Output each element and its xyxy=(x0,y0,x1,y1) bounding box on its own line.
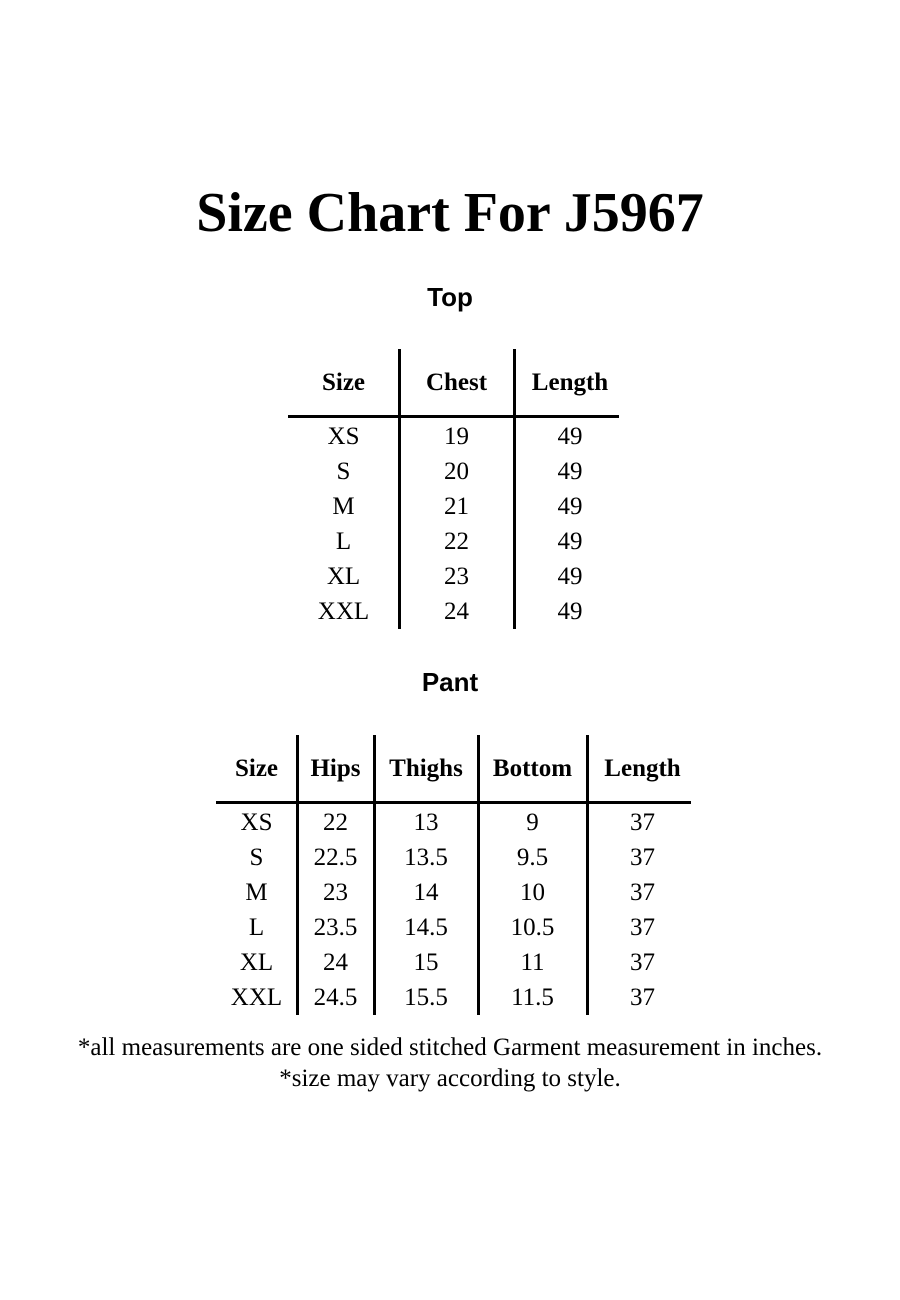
pant-header-bottom: Bottom xyxy=(492,755,573,782)
pant-column-divider xyxy=(586,735,589,1015)
top-column-divider xyxy=(398,349,401,629)
pant-cell-bottom: 10.5 xyxy=(510,914,555,941)
top-header-length: Length xyxy=(531,369,609,396)
pant-cell-bottom: 9.5 xyxy=(516,844,549,871)
pant-cell-thighs: 14 xyxy=(413,879,439,906)
pant-cell-bottom: 9 xyxy=(526,809,539,836)
top-cell-size: M xyxy=(332,493,355,520)
pant-cell-size: XL xyxy=(239,949,274,976)
pant-cell-size: L xyxy=(248,914,265,941)
pant-cell-length: 37 xyxy=(630,949,655,976)
pant-cell-hips: 24.5 xyxy=(313,984,358,1011)
top-cell-chest: 22 xyxy=(444,528,469,555)
top-cell-chest: 24 xyxy=(444,598,469,625)
top-cell-chest: 21 xyxy=(444,493,469,520)
pant-cell-bottom: 10 xyxy=(520,879,545,906)
top-cell-size: XXL xyxy=(317,598,370,625)
top-cell-size: L xyxy=(335,528,352,555)
pant-cell-size: XS xyxy=(240,809,273,836)
top-cell-size: XL xyxy=(326,563,361,590)
pant-cell-length: 37 xyxy=(630,844,655,871)
top-cell-size: S xyxy=(336,458,351,485)
pant-cell-bottom: 11.5 xyxy=(511,984,554,1011)
pant-column-divider xyxy=(296,735,299,1015)
pant-cell-length: 37 xyxy=(630,914,655,941)
pant-cell-thighs: 13 xyxy=(413,809,439,836)
pant-table-title: Pant xyxy=(421,667,479,697)
top-cell-chest: 19 xyxy=(444,423,469,450)
pant-cell-hips: 22.5 xyxy=(313,844,358,871)
top-cell-length: 49 xyxy=(557,458,583,485)
top-cell-length: 49 xyxy=(557,528,583,555)
pant-cell-thighs: 15 xyxy=(413,949,439,976)
pant-cell-thighs: 15.5 xyxy=(404,984,448,1011)
top-header-size: Size xyxy=(321,369,366,396)
pant-cell-size: M xyxy=(245,879,268,906)
top-table-title: Top xyxy=(427,282,473,312)
pant-column-divider xyxy=(373,735,376,1015)
top-header-divider xyxy=(288,415,619,418)
pant-cell-hips: 23 xyxy=(323,879,348,906)
style-note: *size may vary according to style. xyxy=(279,1065,621,1092)
top-cell-chest: 20 xyxy=(444,458,469,485)
top-cell-chest: 23 xyxy=(444,563,469,590)
pant-cell-bottom: 11 xyxy=(520,949,545,976)
pant-cell-length: 37 xyxy=(630,984,655,1011)
pant-column-divider xyxy=(477,735,480,1015)
top-header-chest: Chest xyxy=(425,369,488,396)
pant-cell-size: XXL xyxy=(230,984,283,1011)
measurement-note: *all measurements are one sided stitched Garment measurement in inches. xyxy=(77,1034,823,1061)
pant-header-length: Length xyxy=(604,755,681,782)
top-cell-length: 49 xyxy=(557,423,583,450)
pant-cell-size: S xyxy=(249,844,264,871)
pant-cell-length: 37 xyxy=(630,809,655,836)
top-cell-length: 49 xyxy=(557,493,583,520)
pant-cell-hips: 23.5 xyxy=(313,914,358,941)
pant-header-hips: Hips xyxy=(310,755,361,782)
pant-cell-hips: 24 xyxy=(323,949,348,976)
pant-header-thighs: Thighs xyxy=(389,755,463,782)
pant-cell-hips: 22 xyxy=(323,809,348,836)
top-cell-size: XS xyxy=(327,423,360,450)
pant-cell-thighs: 13.5 xyxy=(404,844,448,871)
pant-cell-thighs: 14.5 xyxy=(404,914,448,941)
top-column-divider xyxy=(513,349,516,629)
top-cell-length: 49 xyxy=(557,598,583,625)
top-cell-length: 49 xyxy=(557,563,583,590)
pant-header-divider xyxy=(216,801,691,804)
pant-cell-length: 37 xyxy=(630,879,655,906)
page-title: Size Chart For J5967 xyxy=(196,182,704,244)
pant-header-size: Size xyxy=(234,755,279,782)
